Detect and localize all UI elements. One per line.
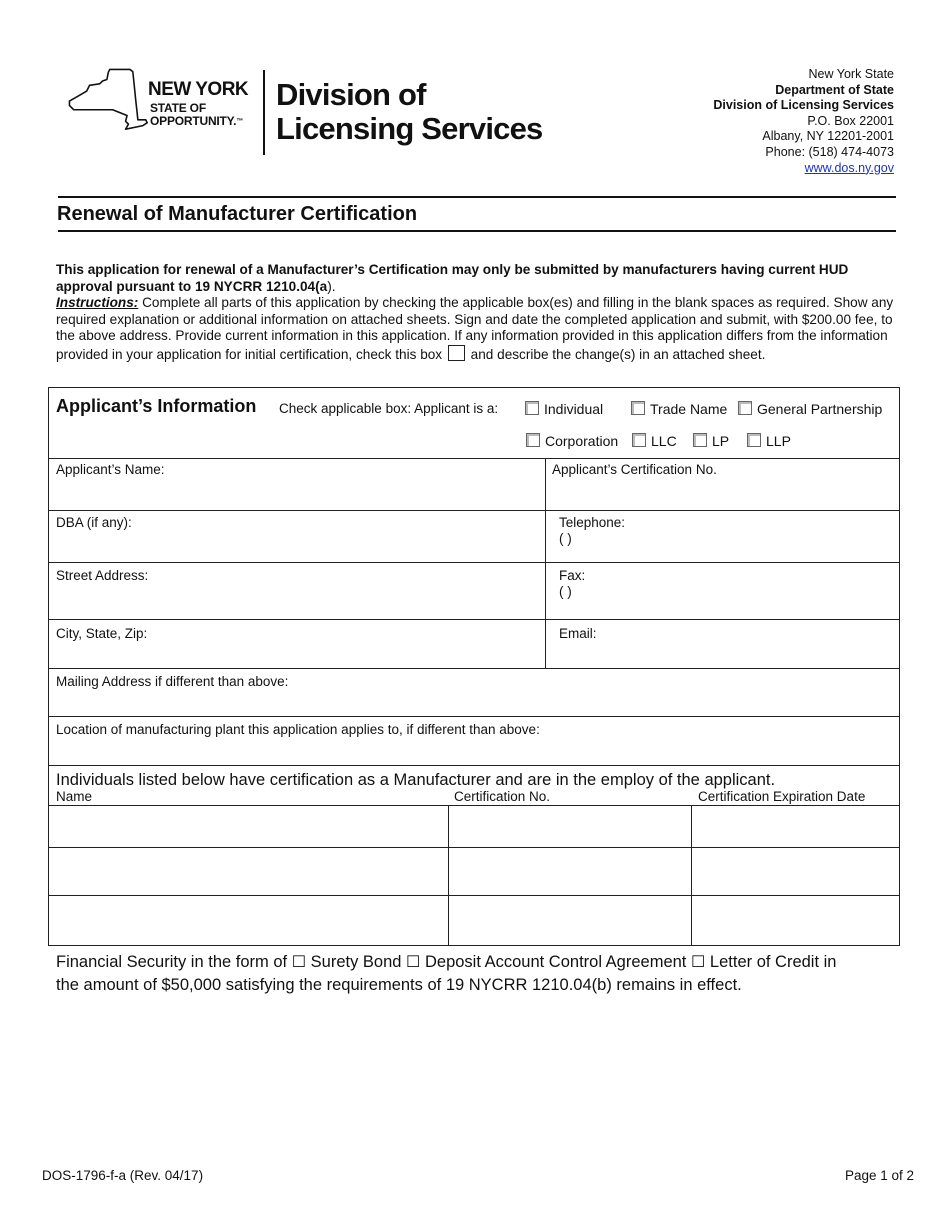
row-divider [49, 805, 899, 806]
row-divider [49, 668, 899, 669]
checkbox-icon [738, 401, 752, 415]
column-divider [691, 805, 692, 945]
row-divider [49, 510, 899, 511]
agency-address: New York State Department of State Division of Licensing Services P.O. Box 22001 Albany, NY 12201-2001 Phone: (518) 474-4073 www.dos.ny.gov [713, 67, 894, 175]
employees-heading: Individuals listed below have certification as a Manufacturer and are in the employ of the applicant. [56, 771, 776, 789]
website-link[interactable]: www.dos.ny.gov [804, 160, 894, 175]
applicant-type-llp[interactable]: LLP [747, 433, 791, 449]
new-york-state-outline-icon [68, 68, 148, 156]
fax-area-code: ( ) [559, 584, 572, 599]
title-bottom-rule [58, 230, 896, 232]
applicant-type-individual[interactable]: Individual [525, 401, 603, 417]
ny-logo-subtitle: STATE OF OPPORTUNITY.™ [150, 101, 244, 128]
changes-checkbox[interactable] [448, 345, 465, 361]
applicant-type-lp[interactable]: LP [693, 433, 729, 449]
row-divider [49, 458, 899, 459]
row-divider [49, 619, 899, 620]
row-divider [49, 562, 899, 563]
form-id: DOS-1796-f-a (Rev. 04/17) [42, 1168, 204, 1183]
applicant-name-field[interactable]: Applicant’s Name: [56, 462, 165, 477]
row-divider [49, 895, 899, 896]
dba-field[interactable]: DBA (if any): [56, 515, 132, 530]
surety-bond-checkbox[interactable]: ☐ [291, 954, 307, 971]
applicant-type-corporation[interactable]: Corporation [526, 433, 618, 449]
certification-number-field[interactable]: Applicant’s Certification No. [552, 462, 717, 477]
checkbox-icon [747, 433, 761, 447]
division-title: Division of Licensing Services [276, 77, 543, 146]
letter-of-credit-checkbox[interactable]: ☐ [690, 954, 706, 971]
deposit-account-checkbox[interactable]: ☐ [406, 954, 421, 971]
checkbox-icon [632, 433, 646, 447]
row-divider [49, 716, 899, 717]
column-divider [545, 458, 546, 668]
intro-text: This application for renewal of a Manufacturer’s Certification may only be submitted by manufacturers having current HUD approval pursuant to 19 NYCRR 1210.04(a). Instructions: Complete all parts of this application by checking the applicable box(es) and filling in the blank spaces as required. Show any required explanation or additional information on attached sheets. Sign and date the completed application and submit, with $200.00 fee, to the above address. Provide current information in this application. If any information provided in this application differs from the information provided in your application for initial certification, check this box and describe the change(s) in an attached sheet. [56, 262, 894, 362]
ny-logo-title: NEW YORK [148, 79, 249, 100]
applicant-type-general-partnership[interactable]: General Partnership [738, 401, 882, 417]
page-number: Page 1 of 2 [844, 1168, 914, 1183]
mailing-address-field[interactable]: Mailing Address if different than above: [56, 674, 289, 689]
plant-location-field[interactable]: Location of manufacturing plant this application applies to, if different than above: [56, 722, 540, 737]
applicant-type-prompt: Check applicable box: Applicant is a: [279, 401, 499, 416]
telephone-area-code: ( ) [559, 531, 572, 546]
logo-divider [263, 70, 265, 155]
applicant-type-trade-name[interactable]: Trade Name [631, 401, 727, 417]
column-header-expiration: Certification Expiration Date [698, 789, 866, 804]
column-header-name: Name [56, 789, 93, 804]
city-state-zip-field[interactable]: City, State, Zip: [56, 626, 148, 641]
applicant-form [48, 387, 900, 946]
applicant-section-title: Applicant’s Information [56, 396, 257, 416]
title-top-rule [58, 196, 896, 198]
row-divider [49, 765, 899, 766]
checkbox-icon [631, 401, 645, 415]
checkbox-icon [525, 401, 539, 415]
telephone-field[interactable]: Telephone: [559, 515, 626, 530]
financial-security-statement: Financial Security in the form of ☐ Surety Bond ☐ Deposit Account Control Agreement ☐ Letter of Credit in the amount of $50,000 satisfying the requirements of 19 NYCRR 1210.04(b) remains in effect. [56, 953, 837, 994]
page-title: Renewal of Manufacturer Certification [57, 203, 418, 225]
column-header-cert-no: Certification No. [454, 789, 551, 804]
checkbox-icon [526, 433, 540, 447]
instructions-label: Instructions: [56, 295, 139, 310]
applicant-type-llc[interactable]: LLC [632, 433, 677, 449]
street-address-field[interactable]: Street Address: [56, 568, 149, 583]
column-divider [448, 805, 449, 945]
row-divider [49, 847, 899, 848]
fax-field[interactable]: Fax: [559, 568, 586, 583]
email-field[interactable]: Email: [559, 626, 597, 641]
checkbox-icon [693, 433, 707, 447]
